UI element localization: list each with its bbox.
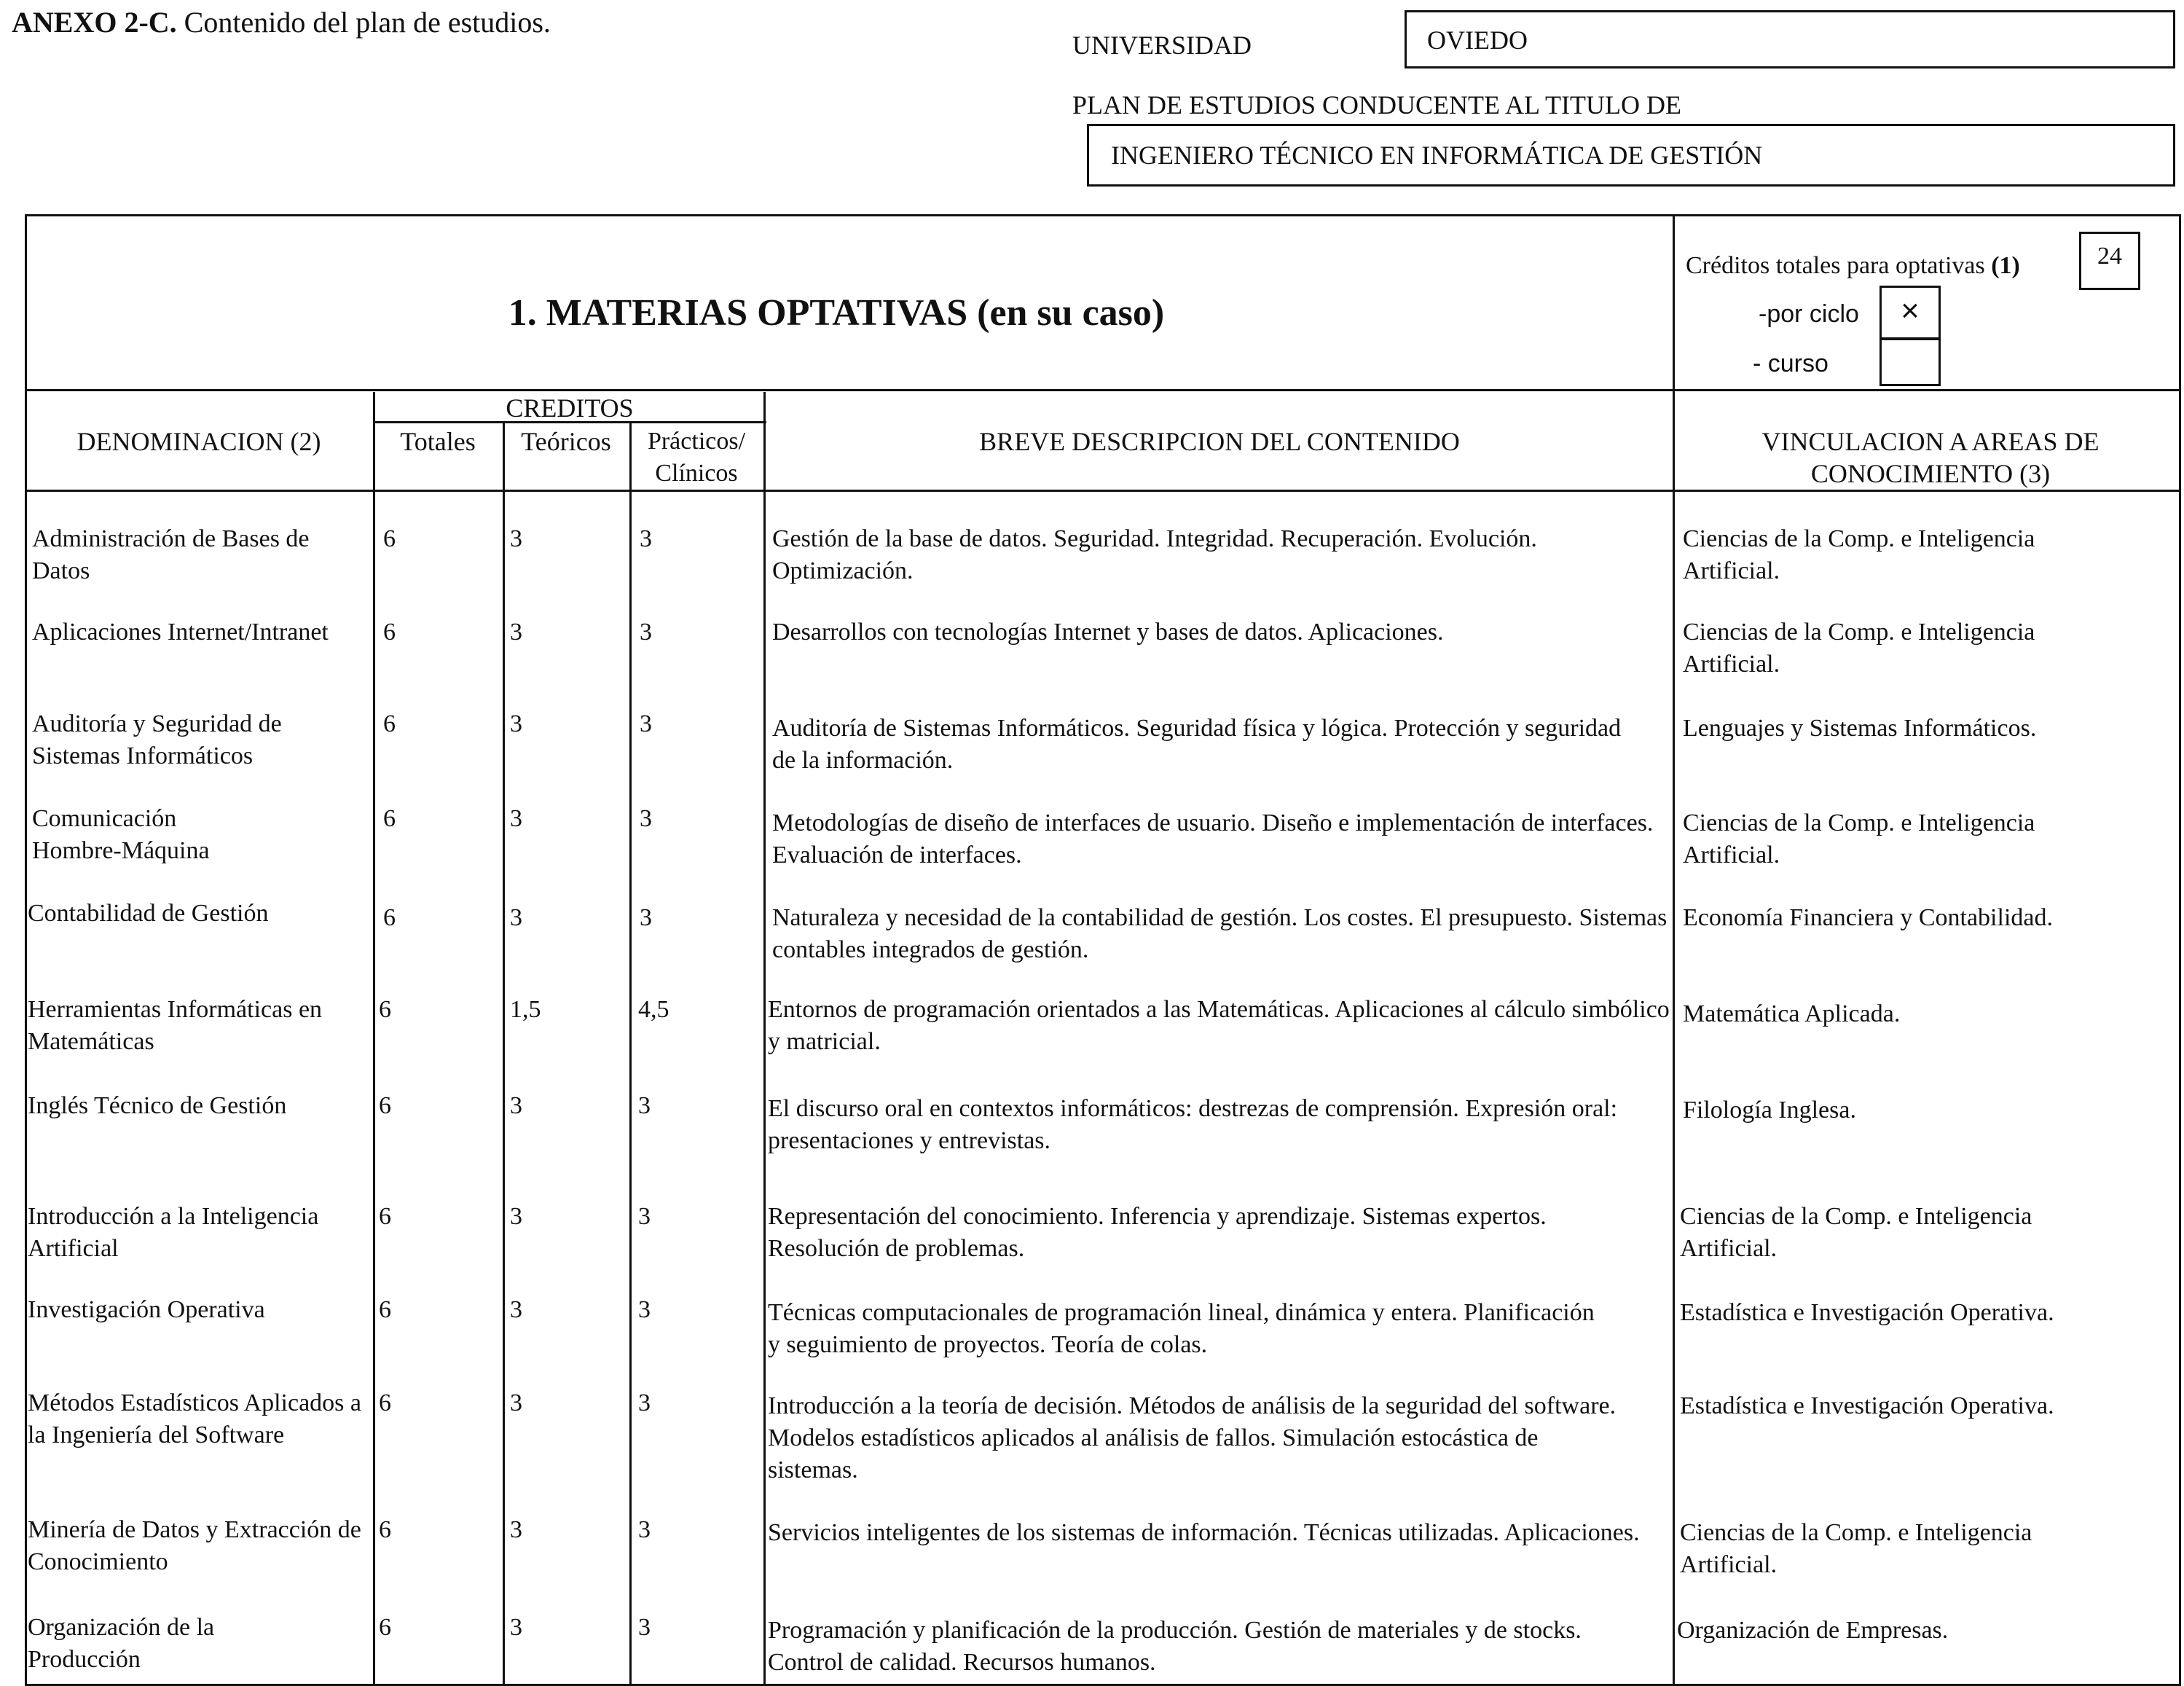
row-prac: 3: [640, 619, 652, 646]
row-total: 6: [379, 996, 391, 1023]
per-course-label: - curso: [1753, 350, 1828, 377]
row-desc: El discurso oral en contextos informáticos: destrezas de comprensión. Expresión oral: presentaciones y entrevistas.: [768, 1095, 1618, 1154]
row-total: 6: [379, 1296, 391, 1323]
row-area: Lenguajes y Sistemas Informáticos.: [1683, 715, 2037, 742]
row-area: Organización de Empresas.: [1677, 1617, 1949, 1644]
annex-text: Contenido del plan de estudios.: [184, 6, 551, 39]
row-area: Matemática Aplicada.: [1683, 1000, 1901, 1027]
row-desc: Representación del conocimiento. Inferencia y aprendizaje. Sistemas expertos. Resolución de problemas.: [768, 1203, 1547, 1262]
row-teo: 3: [510, 619, 522, 646]
row-teo: 3: [510, 1203, 522, 1230]
university-value: OVIEDO: [1427, 26, 1528, 55]
row-prac: 3: [638, 1614, 651, 1641]
section-title: 1. MATERIAS OPTATIVAS (en su caso): [508, 292, 1165, 334]
row-prac: 3: [640, 904, 652, 931]
row-name: Administración de Bases de Datos: [32, 525, 310, 584]
row-total: 6: [379, 1516, 391, 1543]
row-teo: 3: [510, 1516, 522, 1543]
col-divider-total: [503, 423, 505, 1686]
row-total: 6: [383, 805, 396, 832]
row-prac: 3: [638, 1516, 651, 1543]
row-name: Aplicaciones Internet/Intranet: [32, 619, 329, 646]
row-area: Ciencias de la Comp. e Inteligencia Artificial.: [1680, 1203, 2032, 1262]
row-teo: 3: [510, 1614, 522, 1641]
row-total: 6: [379, 1614, 391, 1641]
row-teo: 3: [510, 1296, 522, 1323]
university-label: UNIVERSIDAD: [1072, 31, 1252, 60]
row-teo: 3: [510, 710, 522, 737]
header-divider: [25, 490, 2181, 492]
row-total: 6: [383, 904, 396, 931]
row-name: Auditoría y Seguridad de Sistemas Informáticos: [32, 710, 282, 769]
row-area: Ciencias de la Comp. e Inteligencia Artificial.: [1680, 1519, 2032, 1578]
row-name: Minería de Datos y Extracción de Conocimiento: [28, 1516, 361, 1575]
row-teo: 3: [510, 525, 522, 552]
col-divider-prac: [763, 392, 766, 1686]
header-vinculacion: VINCULACION A AREAS DE CONOCIMIENTO (3): [1761, 427, 2099, 488]
row-total: 6: [383, 525, 396, 552]
row-area: Estadística e Investigación Operativa.: [1680, 1392, 2054, 1419]
row-desc: Naturaleza y necesidad de la contabilidad de gestión. Los costes. El presupuesto. Sistemas contables integrados de gestión.: [772, 904, 1668, 963]
row-area: Estadística e Investigación Operativa.: [1680, 1299, 2054, 1326]
row-teo: 3: [510, 904, 522, 931]
row-teo: 3: [510, 805, 522, 832]
row-name: Contabilidad de Gestión: [28, 900, 269, 927]
credits-total-label: Créditos totales para optativas (1): [1686, 252, 2020, 279]
row-prac: 3: [640, 710, 652, 737]
plan-label: PLAN DE ESTUDIOS CONDUCENTE AL TITULO DE: [1072, 90, 1681, 119]
header-creditos: CREDITOS: [506, 393, 634, 423]
row-total: 6: [379, 1092, 391, 1119]
row-prac: 3: [638, 1296, 651, 1323]
header-teoricos: Teóricos: [521, 427, 611, 456]
row-desc: Desarrollos con tecnologías Internet y bases de datos. Aplicaciones.: [772, 619, 1444, 646]
row-prac: 3: [638, 1092, 651, 1119]
per-cycle-label: -por ciclo: [1759, 300, 1859, 328]
row-total: 6: [379, 1389, 391, 1416]
row-desc: Auditoría de Sistemas Informáticos. Seguridad física y lógica. Protección y seguridad de la información.: [772, 715, 1622, 774]
row-name: Investigación Operativa: [28, 1296, 265, 1323]
row-prac: 3: [638, 1389, 651, 1416]
header-denominacion: DENOMINACION (2): [76, 427, 321, 456]
row-desc: Entornos de programación orientados a las Matemáticas. Aplicaciones al cálculo simbólico y matricial.: [768, 996, 1670, 1055]
row-name: Introducción a la Inteligencia Artificial: [28, 1203, 319, 1262]
degree-title-box: [1087, 124, 2175, 187]
row-prac: 3: [640, 805, 652, 832]
row-prac: 4,5: [638, 996, 669, 1023]
credits-total-box: 24: [2079, 232, 2140, 290]
university-box: [1405, 10, 2175, 68]
header-descripcion: BREVE DESCRIPCION DEL CONTENIDO: [979, 427, 1460, 456]
row-desc: Gestión de la base de datos. Seguridad. Integridad. Recuperación. Evolución. Optimización.: [772, 525, 1537, 584]
per-cycle-checkbox: ×: [1879, 286, 1941, 340]
row-teo: 3: [510, 1092, 522, 1119]
row-desc: Programación y planificación de la producción. Gestión de materiales y de stocks. Control de calidad. Recursos humanos.: [768, 1617, 1582, 1676]
row-desc: Metodologías de diseño de interfaces de usuario. Diseño e implementación de interfaces. Evaluación de interfaces.: [772, 809, 1654, 869]
row-desc: Técnicas computacionales de programación lineal, dinámica y entera. Planificación y seguimiento de proyectos. Teoría de colas.: [768, 1299, 1595, 1358]
row-desc: Servicios inteligentes de los sistemas de información. Técnicas utilizadas. Aplicaciones.: [768, 1519, 1640, 1546]
row-name: Organización de la Producción: [28, 1614, 215, 1673]
row-area: Ciencias de la Comp. e Inteligencia Artificial.: [1683, 619, 2035, 678]
row-name: Comunicación Hombre-Máquina: [32, 805, 210, 864]
row-teo: 1,5: [510, 996, 541, 1023]
row-name: Herramientas Informáticas en Matemáticas: [28, 996, 323, 1055]
row-area: Ciencias de la Comp. e Inteligencia Artificial.: [1683, 525, 2035, 584]
degree-title: INGENIERO TÉCNICO EN INFORMÁTICA DE GESTIÓN: [1111, 141, 1763, 170]
row-name: Inglés Técnico de Gestión: [28, 1092, 287, 1119]
section-divider: [25, 389, 2181, 391]
header-practicos: Prácticos/ Clínicos: [647, 428, 746, 487]
row-area: Economía Financiera y Contabilidad.: [1683, 904, 2053, 931]
header-totales: Totales: [400, 427, 476, 456]
annex-title: [12, 4, 551, 41]
row-teo: 3: [510, 1389, 522, 1416]
row-total: 6: [379, 1203, 391, 1230]
col-divider-name: [373, 392, 375, 1686]
row-name: Métodos Estadísticos Aplicados a la Ingeniería del Software: [28, 1389, 362, 1448]
row-prac: 3: [640, 525, 652, 552]
row-area: Ciencias de la Comp. e Inteligencia Artificial.: [1683, 809, 2035, 869]
col-divider-teo: [629, 423, 632, 1686]
per-course-checkbox: [1879, 338, 1941, 386]
row-total: 6: [383, 619, 396, 646]
row-total: 6: [383, 710, 396, 737]
row-area: Filología Inglesa.: [1683, 1097, 1856, 1124]
row-prac: 3: [638, 1203, 651, 1230]
row-desc: Introducción a la teoría de decisión. Métodos de análisis de la seguridad del software. Modelos estadísticos aplicados al análisis de fallos. Simulación estocástica de sistemas.: [768, 1392, 1617, 1483]
annex-code: ANEXO 2-C.: [12, 6, 177, 39]
